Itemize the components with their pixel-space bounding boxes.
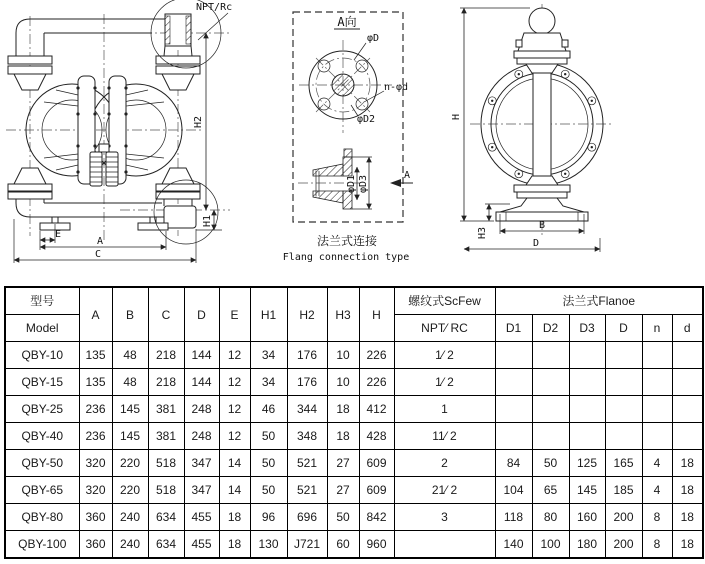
- value-cell: 145: [569, 477, 605, 504]
- value-cell: J721: [287, 531, 327, 559]
- value-cell: 50: [532, 450, 569, 477]
- value-cell: 4: [642, 450, 672, 477]
- value-cell: 218: [148, 342, 184, 369]
- value-cell: 104: [495, 477, 532, 504]
- value-cell: 18: [327, 396, 359, 423]
- value-cell: 3: [394, 504, 495, 531]
- value-cell: 428: [359, 423, 394, 450]
- value-cell: 12: [219, 342, 250, 369]
- value-cell: 200: [605, 531, 642, 559]
- value-cell: 320: [79, 477, 112, 504]
- value-cell: [495, 423, 532, 450]
- value-cell: 50: [250, 450, 287, 477]
- value-cell: 34: [250, 369, 287, 396]
- col-header-h3: H3: [327, 287, 359, 342]
- front-view-drawing: [6, 0, 232, 263]
- value-cell: 320: [79, 450, 112, 477]
- value-cell: 521: [287, 450, 327, 477]
- table-header: [5, 287, 703, 342]
- value-cell: 14: [219, 477, 250, 504]
- value-cell: 18: [672, 450, 703, 477]
- value-cell: 176: [287, 369, 327, 396]
- value-cell: 144: [184, 342, 219, 369]
- flange-detail-drawing: [283, 12, 413, 263]
- value-cell: 50: [250, 477, 287, 504]
- col-header-a: A: [79, 287, 112, 342]
- value-cell: 27: [327, 477, 359, 504]
- flange-caption-en: Flang connection type: [282, 252, 410, 263]
- value-cell: [532, 369, 569, 396]
- value-cell: 240: [112, 504, 148, 531]
- value-cell: 135: [79, 369, 112, 396]
- col-header-model-en: Model: [5, 315, 79, 342]
- col-header-h2: H2: [287, 287, 327, 342]
- value-cell: 518: [148, 477, 184, 504]
- dim-label-d: D: [532, 238, 540, 249]
- dim-label-n-phi-d: n-φd: [384, 82, 409, 93]
- model-cell: QBY-40: [5, 423, 79, 450]
- table-row: [5, 342, 703, 369]
- view-arrow-label: A: [404, 170, 411, 181]
- dim-label-phi-d: φD: [367, 33, 380, 44]
- value-cell: 200: [605, 504, 642, 531]
- col-header-b: B: [112, 287, 148, 342]
- value-cell: 455: [184, 504, 219, 531]
- col-header-h: H: [359, 287, 394, 342]
- value-cell: 46: [250, 396, 287, 423]
- model-cell: QBY-25: [5, 396, 79, 423]
- value-cell: 248: [184, 396, 219, 423]
- dim-label-b: B: [538, 220, 546, 231]
- value-cell: [605, 423, 642, 450]
- table-body: [5, 342, 703, 559]
- value-cell: 125: [569, 450, 605, 477]
- value-cell: 521: [287, 477, 327, 504]
- value-cell: 348: [287, 423, 327, 450]
- col-header-d3: D3: [569, 315, 605, 342]
- value-cell: 10: [327, 369, 359, 396]
- value-cell: [605, 396, 642, 423]
- value-cell: 220: [112, 477, 148, 504]
- value-cell: 344: [287, 396, 327, 423]
- col-header-screw-type: 螺纹式ScFew: [394, 287, 495, 315]
- value-cell: 518: [148, 450, 184, 477]
- value-cell: 180: [569, 531, 605, 559]
- dim-label-h2: H2: [193, 115, 204, 129]
- value-cell: 220: [112, 450, 148, 477]
- value-cell: 50: [327, 504, 359, 531]
- value-cell: [672, 342, 703, 369]
- table-row: [5, 531, 703, 559]
- value-cell: 176: [287, 342, 327, 369]
- col-header-h1: H1: [250, 287, 287, 342]
- dim-label-npt-rc: NPT/Rc: [196, 2, 233, 13]
- value-cell: 135: [79, 342, 112, 369]
- value-cell: 8: [642, 504, 672, 531]
- dim-label-phi-d2: φD2: [357, 114, 376, 125]
- col-header-c: C: [148, 287, 184, 342]
- value-cell: 218: [148, 369, 184, 396]
- value-cell: 18: [672, 477, 703, 504]
- col-header-model-cn: 型号: [5, 287, 79, 315]
- value-cell: 18: [672, 531, 703, 559]
- value-cell: 27: [327, 450, 359, 477]
- col-header-e: E: [219, 287, 250, 342]
- value-cell: [532, 423, 569, 450]
- value-cell: 236: [79, 423, 112, 450]
- value-cell: [642, 423, 672, 450]
- value-cell: 12: [219, 369, 250, 396]
- dim-label-h1: H1: [202, 214, 213, 228]
- value-cell: [642, 396, 672, 423]
- value-cell: 84: [495, 450, 532, 477]
- value-cell: 21⁄ 2: [394, 477, 495, 504]
- value-cell: 118: [495, 504, 532, 531]
- value-cell: 18: [219, 504, 250, 531]
- value-cell: 347: [184, 477, 219, 504]
- value-cell: 455: [184, 531, 219, 559]
- dim-label-phi-d1: φD1: [346, 174, 357, 194]
- dim-label-phi-d3: φD3: [358, 174, 369, 194]
- value-cell: 1⁄ 2: [394, 369, 495, 396]
- value-cell: 609: [359, 477, 394, 504]
- col-header-df: D: [605, 315, 642, 342]
- value-cell: [569, 396, 605, 423]
- value-cell: 381: [148, 396, 184, 423]
- dim-label-a: A: [96, 236, 104, 247]
- value-cell: 96: [250, 504, 287, 531]
- value-cell: [495, 396, 532, 423]
- value-cell: 130: [250, 531, 287, 559]
- model-cell: QBY-65: [5, 477, 79, 504]
- value-cell: [672, 396, 703, 423]
- value-cell: 2: [394, 450, 495, 477]
- value-cell: 634: [148, 504, 184, 531]
- value-cell: 165: [605, 450, 642, 477]
- value-cell: 50: [250, 423, 287, 450]
- col-header-flange-type: 法兰式Flanoe: [495, 287, 703, 315]
- value-cell: 8: [642, 531, 672, 559]
- value-cell: 1⁄ 2: [394, 342, 495, 369]
- value-cell: [394, 531, 495, 559]
- value-cell: 842: [359, 504, 394, 531]
- value-cell: 18: [327, 423, 359, 450]
- value-cell: 14: [219, 450, 250, 477]
- value-cell: [495, 342, 532, 369]
- col-header-d: D: [184, 287, 219, 342]
- value-cell: 12: [219, 423, 250, 450]
- side-view-drawing: [451, 4, 614, 252]
- value-cell: 960: [359, 531, 394, 559]
- flange-view-title: A向: [337, 15, 357, 29]
- dim-label-c: C: [94, 249, 102, 260]
- model-cell: QBY-80: [5, 504, 79, 531]
- col-header-d1: D1: [495, 315, 532, 342]
- model-cell: QBY-15: [5, 369, 79, 396]
- value-cell: 4: [642, 477, 672, 504]
- value-cell: 65: [532, 477, 569, 504]
- value-cell: 18: [219, 531, 250, 559]
- value-cell: 10: [327, 342, 359, 369]
- value-cell: [605, 342, 642, 369]
- value-cell: 144: [184, 369, 219, 396]
- dim-label-h3: H3: [477, 226, 488, 240]
- col-header-n: n: [642, 315, 672, 342]
- value-cell: [642, 342, 672, 369]
- table-row: [5, 423, 703, 450]
- value-cell: 236: [79, 396, 112, 423]
- col-header-dd: d: [672, 315, 703, 342]
- model-cell: QBY-50: [5, 450, 79, 477]
- value-cell: 60: [327, 531, 359, 559]
- value-cell: 185: [605, 477, 642, 504]
- col-header-npt-rc: NPT⁄ RC: [394, 315, 495, 342]
- value-cell: 80: [532, 504, 569, 531]
- value-cell: [495, 369, 532, 396]
- value-cell: [569, 342, 605, 369]
- value-cell: [569, 423, 605, 450]
- value-cell: 347: [184, 450, 219, 477]
- col-header-d2: D2: [532, 315, 569, 342]
- dimension-table: [4, 286, 704, 559]
- value-cell: 1: [394, 396, 495, 423]
- value-cell: [605, 369, 642, 396]
- value-cell: 145: [112, 423, 148, 450]
- value-cell: [532, 342, 569, 369]
- value-cell: 18: [672, 504, 703, 531]
- model-cell: QBY-100: [5, 531, 79, 559]
- value-cell: 140: [495, 531, 532, 559]
- value-cell: 226: [359, 342, 394, 369]
- value-cell: [642, 369, 672, 396]
- value-cell: 381: [148, 423, 184, 450]
- header-row-1: [5, 287, 703, 315]
- value-cell: 12: [219, 396, 250, 423]
- value-cell: 248: [184, 423, 219, 450]
- value-cell: 11⁄ 2: [394, 423, 495, 450]
- value-cell: 34: [250, 342, 287, 369]
- value-cell: [672, 369, 703, 396]
- value-cell: 160: [569, 504, 605, 531]
- value-cell: 240: [112, 531, 148, 559]
- dim-label-h: H: [451, 113, 462, 121]
- value-cell: 696: [287, 504, 327, 531]
- flange-caption-cn: 法兰式连接: [316, 234, 378, 248]
- value-cell: 48: [112, 369, 148, 396]
- value-cell: 100: [532, 531, 569, 559]
- value-cell: 634: [148, 531, 184, 559]
- value-cell: 412: [359, 396, 394, 423]
- value-cell: 360: [79, 531, 112, 559]
- value-cell: 360: [79, 504, 112, 531]
- table-row: [5, 450, 703, 477]
- value-cell: [569, 369, 605, 396]
- table-row: [5, 369, 703, 396]
- table-row: [5, 477, 703, 504]
- value-cell: 226: [359, 369, 394, 396]
- value-cell: [672, 423, 703, 450]
- value-cell: 145: [112, 396, 148, 423]
- table-row: [5, 504, 703, 531]
- model-cell: QBY-10: [5, 342, 79, 369]
- value-cell: [532, 396, 569, 423]
- table-row: [5, 396, 703, 423]
- value-cell: 48: [112, 342, 148, 369]
- value-cell: 609: [359, 450, 394, 477]
- dim-label-e: E: [54, 229, 62, 240]
